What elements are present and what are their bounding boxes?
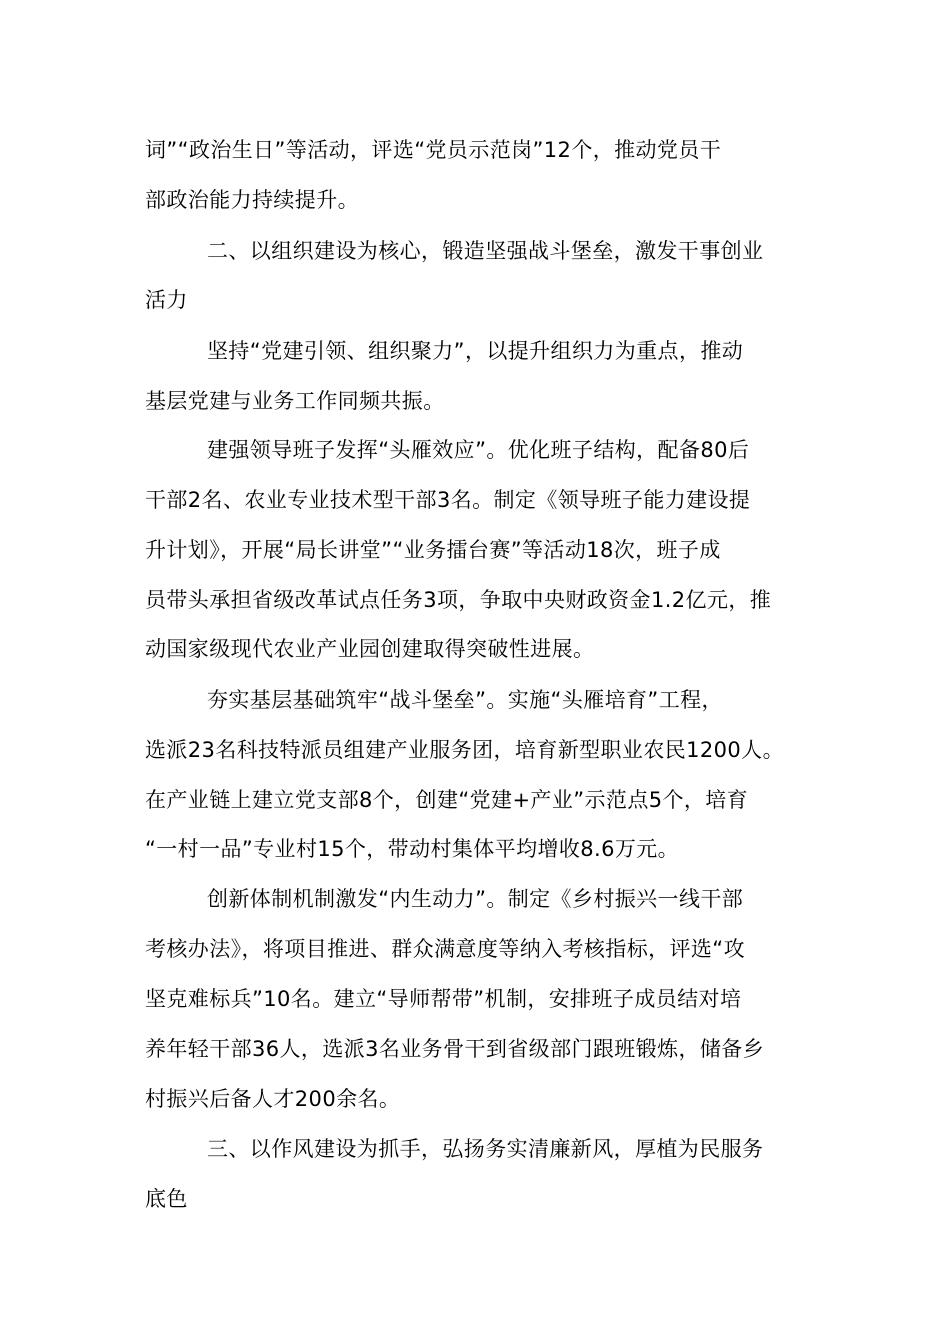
text-line: 升计划》，开展“局长讲堂”“业务擂台赛”等活动18次，班子成 <box>145 538 721 562</box>
text-line: 坚持“党建引领、组织聚力”，以提升组织力为重点，推动 <box>207 339 744 363</box>
text-line: “一村一品”专业村15个，带动村集体平均增收8.6万元。 <box>145 837 680 861</box>
text-line: 村振兴后备人才200余名。 <box>145 1087 401 1111</box>
text-line: 部政治能力持续提升。 <box>145 188 359 212</box>
text-line: 创新体制机制激发“内生动力”。制定《乡村振兴一线干部 <box>207 887 744 911</box>
text-line: 动国家级现代农业产业园创建取得突破性进展。 <box>145 637 595 661</box>
text-line: 词”“政治生日”等活动，评选“党员示范岗”12个，推动党员干 <box>145 138 722 162</box>
text-line: 干部2名、农业专业技术型干部3名。制定《领导班子能力建设提 <box>145 488 751 512</box>
text-line: 夯实基层基础筑牢“战斗堡垒”。实施“头雁培育”工程， <box>207 688 723 712</box>
text-line: 基层党建与业务工作同频共振。 <box>145 389 445 413</box>
text-line: 建强领导班子发挥“头雁效应”。优化班子结构，配备80后 <box>207 438 750 462</box>
text-line: 养年轻干部36人，选派3名业务骨干到省级部门跟班锻炼，储备乡 <box>145 1037 765 1061</box>
section-heading-2-cont: 活力 <box>145 288 188 312</box>
text-line: 在产业链上建立党支部8个，创建“党建+产业”示范点5个，培育 <box>145 788 749 812</box>
text-line: 考核办法》，将项目推进、群众满意度等纳入考核指标，评选“攻 <box>145 937 745 961</box>
section-heading-2: 二、以组织建设为核心，锻造坚强战斗堡垒，激发干事创业 <box>207 239 764 263</box>
text-line: 选派23名科技特派员组建产业服务团，培育新型职业农民1200人。 <box>145 738 784 762</box>
section-heading-3: 三、以作风建设为抓手，弘扬务实清廉新风，厚植为民服务 <box>207 1137 764 1161</box>
section-heading-3-cont: 底色 <box>145 1187 188 1211</box>
text-line: 员带头承担省级改革试点任务3项，争取中央财政资金1.2亿元，推 <box>145 588 772 612</box>
text-line: 坚克难标兵”10名。建立“导师帮带”机制，安排班子成员结对培 <box>145 987 742 1011</box>
